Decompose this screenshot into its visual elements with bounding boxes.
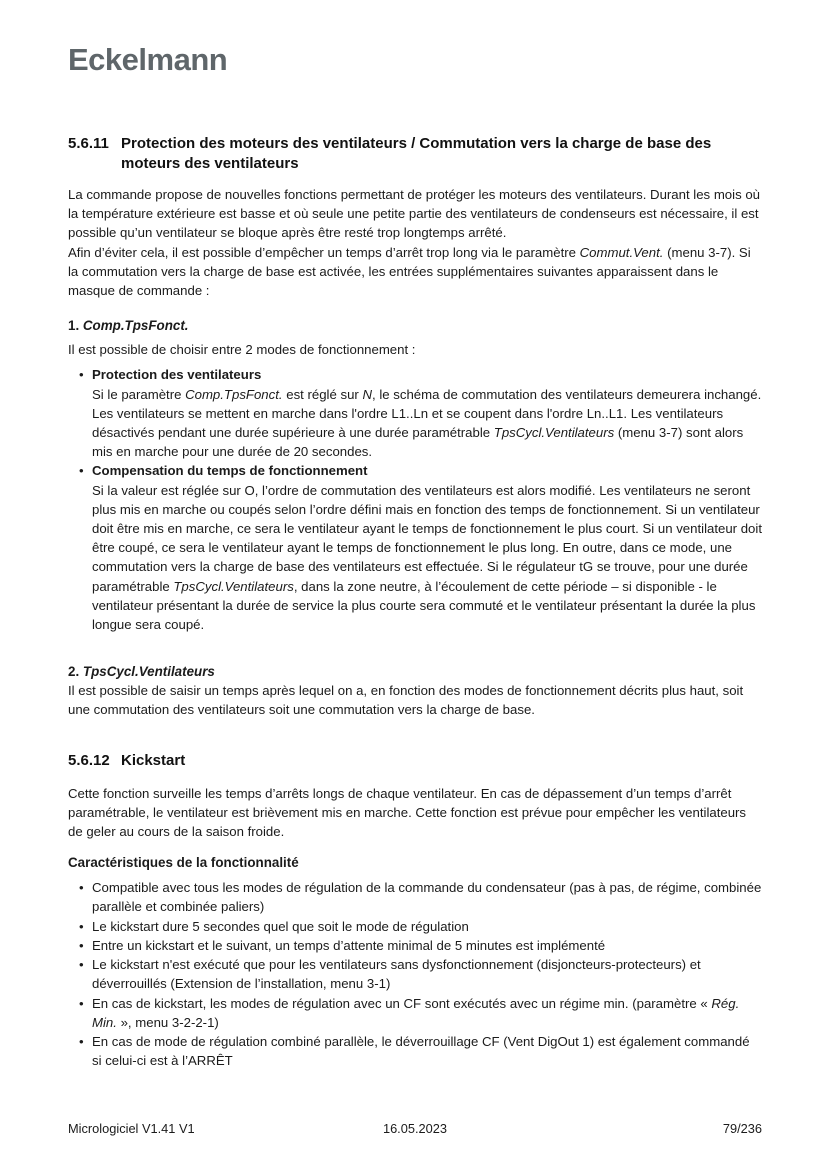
bullet-marker: • xyxy=(79,463,84,479)
section-number: 5.6.12 xyxy=(68,751,110,769)
bullet-marker: • xyxy=(79,957,84,973)
page-content xyxy=(68,0,762,1070)
bullet-text: Le kickstart n'est exécuté que pour les ventilateurs sans dysfonctionnement (disjoncteurs-protecteurs) et déverrouillés (Extension de l’installation, menu 3-1) xyxy=(92,957,701,992)
list-item xyxy=(68,936,762,955)
section-number: 5.6.11 xyxy=(68,135,109,152)
param-name-italic: TpsCycl.Ventilateurs xyxy=(82,664,215,680)
bullet-marker: • xyxy=(79,937,84,953)
modes-list xyxy=(68,365,762,634)
list-item-content xyxy=(92,955,762,993)
paragraph-text: (menu 3-7). Si la commutation vers la charge de base est activée, les entrées supplémentaires suivantes apparaissent dans le masque de commande : xyxy=(68,244,751,299)
bullet-text: », menu 3-2-2-1) xyxy=(116,1014,219,1030)
param-ref-italic: Commut.Vent. xyxy=(579,244,664,260)
section-heading-5-6-12 xyxy=(68,751,762,771)
characteristics-list xyxy=(68,878,762,1070)
param-ref-italic: Comp.TpsFonct. xyxy=(185,386,283,402)
list-item-content xyxy=(92,994,762,1032)
eckelmann-logo: Eckelmann xyxy=(68,42,228,77)
paragraph-text: La commande propose de nouvelles fonctions permettant de protéger les moteurs des ventilateurs. Durant les mois où la température extérieure est basse et où seule une petite partie des ventilateurs de condenseurs est nécessaire, il est possible qu’un ventilateur se bloque après être resté trop longtemps arrêté. xyxy=(68,187,760,241)
section-heading-5-6-11 xyxy=(68,134,762,174)
bullet-text: est réglé sur xyxy=(282,386,363,402)
value-italic: N xyxy=(362,386,373,402)
bullet-text: En cas de mode de régulation combiné parallèle, le déverrouillage CF (Vent DigOut 1) est également commandé si celui-ci est à l’ARRÊT xyxy=(92,1033,750,1069)
section-title: Kickstart xyxy=(121,751,186,769)
param-number: 1. xyxy=(68,318,83,334)
page-footer xyxy=(68,1121,762,1136)
bullet-text: En cas de kickstart, les modes de régulation avec un CF sont exécutés avec un régime min. (paramètre « xyxy=(92,995,712,1011)
footer-date: 16.05.2023 xyxy=(382,1121,448,1136)
list-item-content xyxy=(92,461,762,634)
list-item xyxy=(68,365,762,461)
kickstart-paragraph: Cette fonction surveille les temps d’arrêts longs de chaque ventilateur. En cas de dépassement d’un temps d’arrêt paramétrable, le ventilateur est brièvement mis en marche. Cette fonction est prévue pour empêcher les ventilateurs de geler au cours de la saison froide. xyxy=(68,785,747,840)
param-number: 2. xyxy=(68,664,83,680)
bullet-text: , le schéma de commutation des ventilateurs demeurera inchangé. Les ventilateurs se mettent en marche dans l'ordre L1..Ln et se coupent dans l'ordre Ln..L1. Les ventilateurs désactivés pendant une durée supérieure à une durée paramétrable xyxy=(92,386,762,441)
bullet-text: Compatible avec tous les modes de régulation de la commande du condensateur (pas à pas, de régime, combinée parallèle et combinée paliers) xyxy=(92,880,762,915)
list-item-content xyxy=(92,365,762,461)
list-item-content xyxy=(92,878,762,916)
bullet-text: (menu 3-7) sont alors mis en marche pour une durée de 20 secondes. xyxy=(92,425,744,460)
bullet-text: Si le paramètre xyxy=(92,386,186,402)
section-title: Protection des moteurs des ventilateurs / Commutation vers la charge de base des moteurs des ventilateurs xyxy=(121,135,712,172)
bullet-text: Entre un kickstart et le suivant, un temps d’attente minimal de 5 minutes est implémenté xyxy=(92,937,606,953)
paragraph-text: Afin d’éviter cela, il est possible d’empêcher un temps d’arrêt trop long via le paramètre xyxy=(68,244,580,260)
list-item xyxy=(68,1032,762,1070)
footer-page-number: 79/236 xyxy=(722,1121,762,1136)
list-item-content xyxy=(92,936,762,955)
list-item xyxy=(68,461,762,634)
param2-heading xyxy=(68,662,762,681)
bullet-text: , dans la zone neutre, à l’écoulement de cette période – si disponible - le ventilateur présentant la durée de service la plus courte sera commuté et le ventilateur présentant la durée la plus longue sera coupé. xyxy=(92,578,756,633)
bullet-title: Protection des ventilateurs xyxy=(92,367,262,383)
bullet-title: Compensation du temps de fonctionnement xyxy=(92,463,368,479)
param1-intro: Il est possible de choisir entre 2 modes de fonctionnement : xyxy=(68,342,416,358)
bullet-marker: • xyxy=(79,995,84,1011)
param-ref-italic: TpsCycl.Ventilateurs xyxy=(173,578,294,594)
list-item xyxy=(68,955,762,993)
bullet-marker: • xyxy=(79,1033,84,1049)
list-item xyxy=(68,917,762,936)
bullet-text: Si la valeur est réglée sur O, l’ordre de commutation des ventilateurs est alors modifié. Les ventilateurs ne seront plus mis en marche ou coupés selon l’ordre défini mais en fonction des temps de fonctionnement. Si un ventilateur doit être mis en marche, ce sera le ventilateur ayant le temps de fonctionnement le plus court. Si un ventilateur doit être coupé, ce sera le ventilateur ayant le temps de fonctionnement le plus long. En outre, dans ce mode, une commutation vers la charge de base des ventilateurs est effectuée. Si le régulateur tG se trouve, pour une durée paramétrable xyxy=(92,482,762,594)
list-item-content xyxy=(92,1032,762,1070)
param-ref-italic: TpsCycl.Ventilateurs xyxy=(493,425,615,441)
bullet-marker: • xyxy=(79,918,84,934)
param2-body: Il est possible de saisir un temps après lequel on a, en fonction des modes de fonctionnement décrits plus haut, soit une commutation des ventilateurs soit une commutation vers la charge de base. xyxy=(68,683,744,718)
param-ref-italic: Rég. Min. xyxy=(92,995,740,1030)
bullet-marker: • xyxy=(79,367,84,383)
intro-paragraph xyxy=(68,185,762,300)
param-name-italic: Comp.TpsFonct. xyxy=(82,318,189,334)
bullet-marker: • xyxy=(79,880,84,896)
bullet-text: Le kickstart dure 5 secondes quel que soit le mode de régulation xyxy=(92,918,469,934)
footer-version: Micrologiciel V1.41 V1 xyxy=(68,1121,195,1136)
list-item-content xyxy=(92,917,762,936)
param1-heading xyxy=(68,316,762,335)
list-item xyxy=(68,994,762,1032)
characteristics-subheading: Caractéristiques de la fonctionnalité xyxy=(68,855,299,871)
list-item xyxy=(68,878,762,916)
